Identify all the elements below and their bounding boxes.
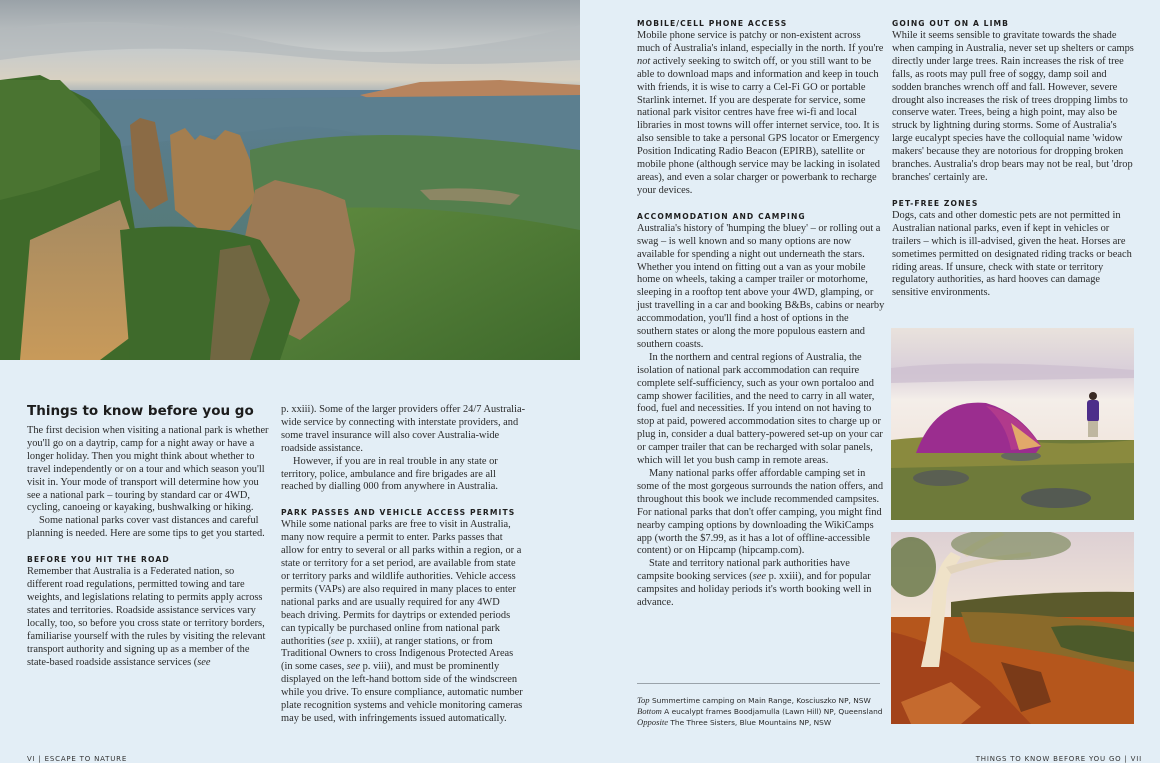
caption-opposite: Opposite The Three Sisters, Blue Mountains NP, NSW (637, 717, 832, 727)
eucalypt-illustration (891, 532, 1134, 724)
pets-paragraph: Dogs, cats and other domestic pets are not permitted in Australian national parks, even if kept in vehicles or trailers – which is ill-advised, given the heat. Horses are sometimes permitted on designated riding tracks or beach riding areas. If unsure, check with state or territory regulatory authorities, as hard hooves can damage sensitive environments. (892, 209, 1132, 299)
section-heading-before-you-hit-the-road: BEFORE YOU HIT THE ROAD (27, 555, 170, 565)
section-heading-park-passes: PARK PASSES AND VEHICLE ACCESS PERMITS (281, 508, 516, 518)
accommodation-paragraph: In the northern and central regions of Australia, the isolation of national park accommodation can require complete self-sufficiency, such as your own portaloo and camp shower facilities, and the need to carry in all water, food, fuel and necessities. If you intend on not having to stop at paid, powered accommodation sites to charge up or plug in, consider a dual battery-powered set-up on your car or camper trailer that can be recharged with solar panels, which will let you bush camp in remote areas. (637, 351, 883, 467)
passes-paragraph: While some national parks are free to visit in Australia, many now require a permit to enter. Parks passes that allow for entry to several or all parks within a region, or a state or territory for a set period, are available from state or territory parks and wildlife authorities. Vehicle access permits (VAPs) are also required in many places to enter national parks and are usually required for any 4WD beach driving. Permits for daytrips or extended periods can typically be purchased online from national park authorities (see p. xxiii), at ranger stations, or from Traditional Owners to cross Indigenous Protected Areas (in some cases, see p. viii), and must be prominently displayed on the left-hand bottom side of the windscreen while you drive. To ensure compliance, automatic number plate recognition systems and vehicle monitoring cameras may be used, with infringements issued automatically. (281, 519, 523, 724)
article-title: Things to know before you go (27, 403, 254, 419)
column-2 (281, 404, 526, 726)
folio-left: VI | ESCAPE TO NATURE (27, 755, 128, 763)
section-heading-going-out-on-a-limb: GOING OUT ON A LIMB (892, 19, 1010, 28)
caption-divider (637, 683, 880, 684)
section-heading-pet-free-zones: PET-FREE ZONES (892, 198, 979, 208)
mobile-paragraph: Mobile phone service is patchy or non-existent across much of Australia's inland, especially in the north. If you're not actively seeking to switch off, or you still want to be able to download maps and information and keep in touch with friends, it is wise to carry a Cel-Fi GO or portable Starlink internet. If you are desperate for service, some national park visitor centres have free wi-fi and local libraries in most towns will offer internet service, too. It is also sensible to take a personal GPS locator or Emergency Position Indicating Radio Beacon (EPIRB), satellite or mobile phone (although service may be lacking in isolated areas), and even a solar charger or powerbank to recharge your devices. (637, 30, 884, 196)
road-paragraph-continued: p. xxiii). Some of the larger providers offer 24/7 Australia-wide service by connecting with interstate providers, and some travel insurance will also cover Australia-wide roadside assistance. (281, 404, 526, 454)
caption-top: Top Summertime camping on Main Range, Kosciuszko NP, NSW (637, 695, 871, 705)
folio-right: THINGS TO KNOW BEFORE YOU GO | VII (975, 755, 1142, 763)
intro-paragraph: The first decision when visiting a national park is whether you'll go on a daytrip, camp for a night away or have a longer holiday. Then you might think about whether to travel independently or on a tour and which season you'll visit in. Your mode of transport will determine how you see a national park – touring by standard car or 4WD, cycling, canoeing or kayaking, bushwalking or hiking. (27, 425, 269, 514)
column-4 (892, 18, 1137, 300)
photo-tent-main-range (891, 328, 1134, 520)
tent-camping-illustration (891, 328, 1134, 520)
section-heading-mobile-phone-access: MOBILE/CELL PHONE ACCESS (637, 19, 788, 28)
photo-eucalypt-boodjamulla (891, 532, 1134, 724)
accommodation-paragraph: Many national parks offer affordable camping set in some of the most gorgeous surrounds the nation offers, and throughout this book we include recommended campsites. For national parks that don't offer camping, you might find nearby camping options by downloading the WikiCamps app (worth the $7.99, as it has a lot of offline-accessible content) or on Hipcamp (hipcamp.com). (637, 468, 884, 557)
caption-bottom: Bottom A eucalypt frames Boodjamulla (Lawn Hill) NP, Queensland (637, 706, 883, 716)
limb-paragraph: While it seems sensible to gravitate towards the shade when camping in Australia, never set up shelters or camps directly under large trees. Rain increases the risk of tree falls, as roots may pull free of soggy, damp soil and sodden branches wrench off and fall. However, severe drought also increases the risk of trees dropping limbs to conserve water. Trees, being a high point, may also be struck by lightning during storms. Some of Australia's large eucalypt species have the colloquial name 'widow makers' because they are notorious for dropping broken branches. Australia's drop bears may not be real, but 'drop branches' certainly are. (892, 30, 1134, 183)
photo-captions (637, 695, 887, 728)
accommodation-paragraph: Australia's history of 'humping the bluey' – or rolling out a swag – is well known and so many options are now available for spending a night out underneath the stars. Whether you intend on fitting out a van as your mobile home on wheels, taking a camper trailer or motorhome, sleeping in a rooftop tent above your 4WD, glamping, or just travelling in a car and booking B&Bs, cabins or nearby accommodation, you'll find a host of options in the southern states or along the more populous eastern and southern coasts. (637, 222, 885, 350)
hero-photo-three-sisters (0, 0, 580, 360)
intro-paragraph: Some national parks cover vast distances and careful planning is needed. Here are some tips to get you started. (27, 515, 265, 540)
road-paragraph-emergency: However, if you are in real trouble in any state or territory, police, ambulance and fire brigades are all reached by dialling 000 from anywhere in Australia. (281, 455, 498, 493)
road-paragraph: Remember that Australia is a Federated nation, so different road regulations, permitted towing and tare weights, and legislations relating to permits apply across states and territories. Roadside assistance services vary locally, too, so before you cross state or territory borders, familiarise yourself with the rules by visiting the relevant transport authority and signing up as a member of the state-based roadside assistance services (see (27, 566, 266, 668)
section-heading-accommodation-and-camping: ACCOMMODATION AND CAMPING (637, 211, 806, 221)
accommodation-paragraph: State and territory national park authorities have campsite booking services (see p. xxiii), and for popular campsites and holiday periods it's worth booking well in advance. (637, 558, 872, 609)
column-1 (27, 403, 272, 669)
column-3 (637, 18, 885, 610)
three-sisters-illustration (0, 0, 580, 360)
